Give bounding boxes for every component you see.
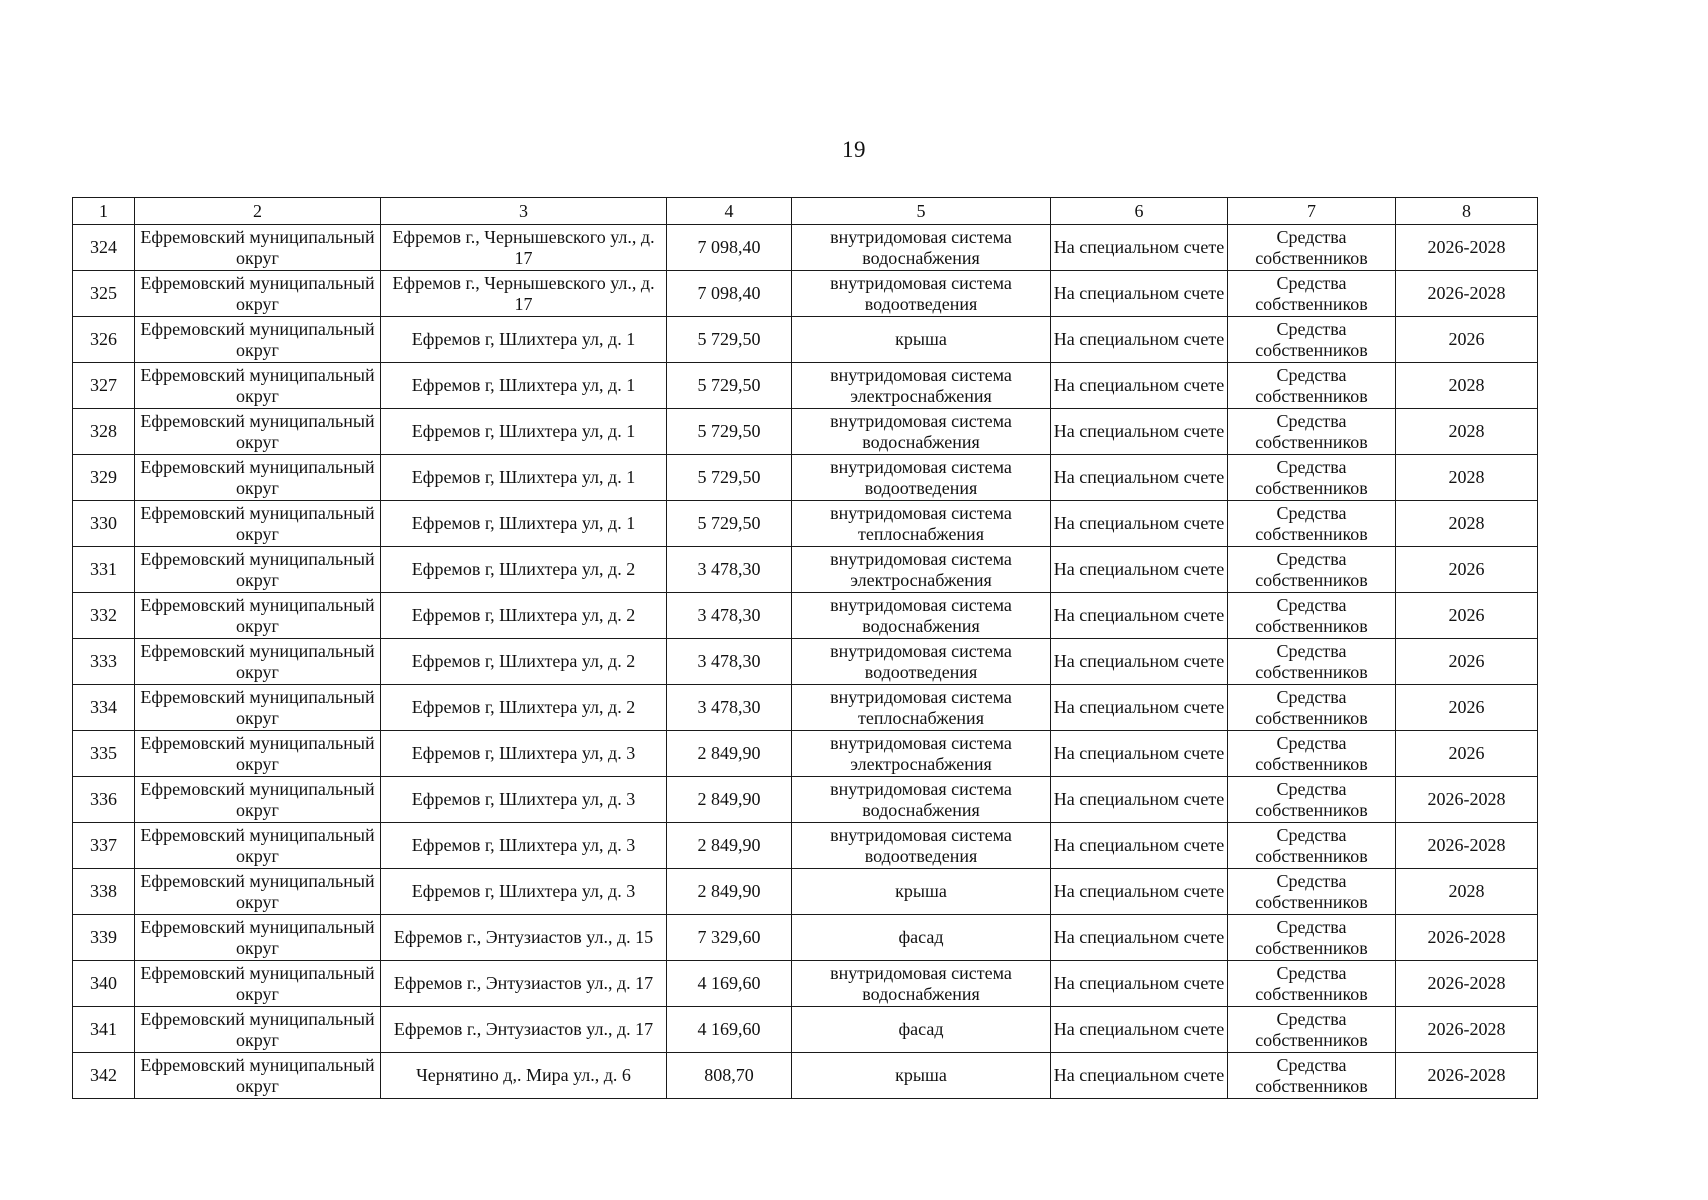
- period-cell: 2026: [1396, 639, 1538, 685]
- address-cell: Ефремов г, Шлихтера ул, д. 1: [381, 455, 667, 501]
- row-number-cell: 332: [73, 593, 135, 639]
- table-row: [73, 501, 1538, 547]
- funding-source-cell: Средства собственников: [1228, 1053, 1396, 1099]
- account-type-cell: На специальном счете: [1051, 593, 1228, 639]
- period-cell: 2026: [1396, 731, 1538, 777]
- funding-source-cell: Средства собственников: [1228, 1007, 1396, 1053]
- area-cell: 2 849,90: [667, 823, 792, 869]
- account-type-cell: На специальном счете: [1051, 317, 1228, 363]
- row-number-cell: 336: [73, 777, 135, 823]
- account-type-cell: На специальном счете: [1051, 409, 1228, 455]
- address-cell: Ефремов г, Шлихтера ул, д. 1: [381, 501, 667, 547]
- account-type-cell: На специальном счете: [1051, 915, 1228, 961]
- period-cell: 2028: [1396, 869, 1538, 915]
- address-cell: Ефремов г, Шлихтера ул, д. 3: [381, 731, 667, 777]
- period-cell: 2028: [1396, 455, 1538, 501]
- column-header: 6: [1051, 198, 1228, 225]
- area-cell: 7 329,60: [667, 915, 792, 961]
- period-cell: 2026-2028: [1396, 777, 1538, 823]
- row-number-cell: 325: [73, 271, 135, 317]
- funding-source-cell: Средства собственников: [1228, 271, 1396, 317]
- area-cell: 3 478,30: [667, 685, 792, 731]
- repair-register-table: [72, 197, 1538, 1099]
- column-header: 8: [1396, 198, 1538, 225]
- address-cell: Ефремов г., Энтузиастов ул., д. 15: [381, 915, 667, 961]
- table-row: [73, 639, 1538, 685]
- funding-source-cell: Средства собственников: [1228, 685, 1396, 731]
- page-number: 19: [842, 137, 866, 162]
- address-cell: Ефремов г, Шлихтера ул, д. 3: [381, 869, 667, 915]
- column-header: 3: [381, 198, 667, 225]
- period-cell: 2028: [1396, 363, 1538, 409]
- work-type-cell: внутридомовая система теплоснабжения: [792, 685, 1051, 731]
- period-cell: 2028: [1396, 409, 1538, 455]
- table-body: [73, 225, 1538, 1099]
- area-cell: 3 478,30: [667, 639, 792, 685]
- column-number-row: [73, 198, 1538, 225]
- period-cell: 2026-2028: [1396, 1007, 1538, 1053]
- address-cell: Ефремов г, Шлихтера ул, д. 1: [381, 409, 667, 455]
- district-cell: Ефремовский муниципальный округ: [135, 823, 381, 869]
- period-cell: 2026: [1396, 547, 1538, 593]
- account-type-cell: На специальном счете: [1051, 823, 1228, 869]
- funding-source-cell: Средства собственников: [1228, 501, 1396, 547]
- district-cell: Ефремовский муниципальный округ: [135, 547, 381, 593]
- area-cell: 5 729,50: [667, 409, 792, 455]
- area-cell: 7 098,40: [667, 225, 792, 271]
- account-type-cell: На специальном счете: [1051, 363, 1228, 409]
- area-cell: 4 169,60: [667, 961, 792, 1007]
- funding-source-cell: Средства собственников: [1228, 915, 1396, 961]
- area-cell: 4 169,60: [667, 1007, 792, 1053]
- column-header: 5: [792, 198, 1051, 225]
- address-cell: Ефремов г, Шлихтера ул, д. 2: [381, 639, 667, 685]
- funding-source-cell: Средства собственников: [1228, 639, 1396, 685]
- funding-source-cell: Средства собственников: [1228, 363, 1396, 409]
- row-number-cell: 333: [73, 639, 135, 685]
- district-cell: Ефремовский муниципальный округ: [135, 777, 381, 823]
- account-type-cell: На специальном счете: [1051, 777, 1228, 823]
- table-row: [73, 961, 1538, 1007]
- row-number-cell: 331: [73, 547, 135, 593]
- area-cell: 2 849,90: [667, 869, 792, 915]
- area-cell: 5 729,50: [667, 363, 792, 409]
- district-cell: Ефремовский муниципальный округ: [135, 639, 381, 685]
- period-cell: 2026-2028: [1396, 961, 1538, 1007]
- table-row: [73, 317, 1538, 363]
- column-header: 7: [1228, 198, 1396, 225]
- column-header: 1: [73, 198, 135, 225]
- row-number-cell: 334: [73, 685, 135, 731]
- work-type-cell: крыша: [792, 1053, 1051, 1099]
- work-type-cell: внутридомовая система водоотведения: [792, 639, 1051, 685]
- funding-source-cell: Средства собственников: [1228, 317, 1396, 363]
- table-row: [73, 731, 1538, 777]
- period-cell: 2028: [1396, 501, 1538, 547]
- account-type-cell: На специальном счете: [1051, 731, 1228, 777]
- column-header: 4: [667, 198, 792, 225]
- table-row: [73, 363, 1538, 409]
- row-number-cell: 326: [73, 317, 135, 363]
- column-header: 2: [135, 198, 381, 225]
- work-type-cell: внутридомовая система электроснабжения: [792, 547, 1051, 593]
- area-cell: 7 098,40: [667, 271, 792, 317]
- work-type-cell: фасад: [792, 915, 1051, 961]
- area-cell: 5 729,50: [667, 455, 792, 501]
- row-number-cell: 340: [73, 961, 135, 1007]
- account-type-cell: На специальном счете: [1051, 455, 1228, 501]
- address-cell: Ефремов г, Шлихтера ул, д. 2: [381, 547, 667, 593]
- table-row: [73, 685, 1538, 731]
- table-row: [73, 547, 1538, 593]
- funding-source-cell: Средства собственников: [1228, 869, 1396, 915]
- table-header: [73, 198, 1538, 225]
- district-cell: Ефремовский муниципальный округ: [135, 1007, 381, 1053]
- row-number-cell: 324: [73, 225, 135, 271]
- address-cell: Ефремов г, Шлихтера ул, д. 3: [381, 823, 667, 869]
- work-type-cell: внутридомовая система электроснабжения: [792, 363, 1051, 409]
- district-cell: Ефремовский муниципальный округ: [135, 271, 381, 317]
- funding-source-cell: Средства собственников: [1228, 225, 1396, 271]
- funding-source-cell: Средства собственников: [1228, 823, 1396, 869]
- row-number-cell: 337: [73, 823, 135, 869]
- row-number-cell: 327: [73, 363, 135, 409]
- row-number-cell: 329: [73, 455, 135, 501]
- address-cell: Ефремов г, Шлихтера ул, д. 2: [381, 685, 667, 731]
- funding-source-cell: Средства собственников: [1228, 409, 1396, 455]
- work-type-cell: внутридомовая система электроснабжения: [792, 731, 1051, 777]
- row-number-cell: 342: [73, 1053, 135, 1099]
- row-number-cell: 330: [73, 501, 135, 547]
- period-cell: 2026: [1396, 317, 1538, 363]
- district-cell: Ефремовский муниципальный округ: [135, 961, 381, 1007]
- account-type-cell: На специальном счете: [1051, 869, 1228, 915]
- district-cell: Ефремовский муниципальный округ: [135, 455, 381, 501]
- period-cell: 2026-2028: [1396, 225, 1538, 271]
- area-cell: 5 729,50: [667, 317, 792, 363]
- work-type-cell: внутридомовая система водоснабжения: [792, 777, 1051, 823]
- funding-source-cell: Средства собственников: [1228, 777, 1396, 823]
- area-cell: 2 849,90: [667, 731, 792, 777]
- address-cell: Ефремов г., Чернышевского ул., д. 17: [381, 225, 667, 271]
- address-cell: Ефремов г, Шлихтера ул, д. 2: [381, 593, 667, 639]
- account-type-cell: На специальном счете: [1051, 547, 1228, 593]
- district-cell: Ефремовский муниципальный округ: [135, 409, 381, 455]
- account-type-cell: На специальном счете: [1051, 271, 1228, 317]
- row-number-cell: 335: [73, 731, 135, 777]
- period-cell: 2026-2028: [1396, 271, 1538, 317]
- area-cell: 2 849,90: [667, 777, 792, 823]
- period-cell: 2026: [1396, 685, 1538, 731]
- district-cell: Ефремовский муниципальный округ: [135, 1053, 381, 1099]
- account-type-cell: На специальном счете: [1051, 1053, 1228, 1099]
- address-cell: Чернятино д,. Мира ул., д. 6: [381, 1053, 667, 1099]
- work-type-cell: внутридомовая система водоснабжения: [792, 409, 1051, 455]
- district-cell: Ефремовский муниципальный округ: [135, 593, 381, 639]
- account-type-cell: На специальном счете: [1051, 961, 1228, 1007]
- address-cell: Ефремов г, Шлихтера ул, д. 3: [381, 777, 667, 823]
- district-cell: Ефремовский муниципальный округ: [135, 685, 381, 731]
- funding-source-cell: Средства собственников: [1228, 593, 1396, 639]
- row-number-cell: 328: [73, 409, 135, 455]
- table-row: [73, 225, 1538, 271]
- table-row: [73, 455, 1538, 501]
- row-number-cell: 341: [73, 1007, 135, 1053]
- work-type-cell: внутридомовая система водоснабжения: [792, 225, 1051, 271]
- account-type-cell: На специальном счете: [1051, 639, 1228, 685]
- table-row: [73, 869, 1538, 915]
- work-type-cell: внутридомовая система водоотведения: [792, 271, 1051, 317]
- area-cell: 3 478,30: [667, 593, 792, 639]
- funding-source-cell: Средства собственников: [1228, 731, 1396, 777]
- table-row: [73, 1053, 1538, 1099]
- account-type-cell: На специальном счете: [1051, 225, 1228, 271]
- period-cell: 2026-2028: [1396, 823, 1538, 869]
- period-cell: 2026-2028: [1396, 915, 1538, 961]
- work-type-cell: внутридомовая система водоотведения: [792, 455, 1051, 501]
- district-cell: Ефремовский муниципальный округ: [135, 915, 381, 961]
- work-type-cell: внутридомовая система теплоснабжения: [792, 501, 1051, 547]
- area-cell: 5 729,50: [667, 501, 792, 547]
- district-cell: Ефремовский муниципальный округ: [135, 363, 381, 409]
- table-row: [73, 1007, 1538, 1053]
- work-type-cell: фасад: [792, 1007, 1051, 1053]
- table-row: [73, 271, 1538, 317]
- table-row: [73, 777, 1538, 823]
- funding-source-cell: Средства собственников: [1228, 455, 1396, 501]
- address-cell: Ефремов г, Шлихтера ул, д. 1: [381, 363, 667, 409]
- table-row: [73, 823, 1538, 869]
- account-type-cell: На специальном счете: [1051, 1007, 1228, 1053]
- address-cell: Ефремов г., Энтузиастов ул., д. 17: [381, 1007, 667, 1053]
- work-type-cell: крыша: [792, 317, 1051, 363]
- table-row: [73, 409, 1538, 455]
- address-cell: Ефремов г, Шлихтера ул, д. 1: [381, 317, 667, 363]
- table-row: [73, 915, 1538, 961]
- address-cell: Ефремов г., Энтузиастов ул., д. 17: [381, 961, 667, 1007]
- area-cell: 808,70: [667, 1053, 792, 1099]
- period-cell: 2026: [1396, 593, 1538, 639]
- account-type-cell: На специальном счете: [1051, 685, 1228, 731]
- address-cell: Ефремов г., Чернышевского ул., д. 17: [381, 271, 667, 317]
- work-type-cell: внутридомовая система водоотведения: [792, 823, 1051, 869]
- account-type-cell: На специальном счете: [1051, 501, 1228, 547]
- area-cell: 3 478,30: [667, 547, 792, 593]
- work-type-cell: внутридомовая система водоснабжения: [792, 593, 1051, 639]
- row-number-cell: 339: [73, 915, 135, 961]
- work-type-cell: крыша: [792, 869, 1051, 915]
- district-cell: Ефремовский муниципальный округ: [135, 317, 381, 363]
- district-cell: Ефремовский муниципальный округ: [135, 225, 381, 271]
- row-number-cell: 338: [73, 869, 135, 915]
- work-type-cell: внутридомовая система водоснабжения: [792, 961, 1051, 1007]
- funding-source-cell: Средства собственников: [1228, 961, 1396, 1007]
- period-cell: 2026-2028: [1396, 1053, 1538, 1099]
- table-row: [73, 593, 1538, 639]
- funding-source-cell: Средства собственников: [1228, 547, 1396, 593]
- district-cell: Ефремовский муниципальный округ: [135, 731, 381, 777]
- district-cell: Ефремовский муниципальный округ: [135, 869, 381, 915]
- district-cell: Ефремовский муниципальный округ: [135, 501, 381, 547]
